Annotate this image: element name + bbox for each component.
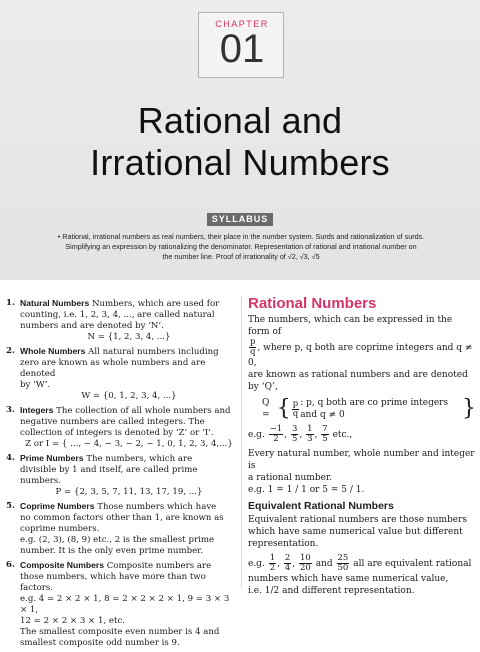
fraction-denominator: 50 (337, 563, 349, 573)
fraction-denominator: q (250, 347, 256, 357)
fraction-denominator: 20 (300, 563, 311, 573)
fraction-denominator: 5 (291, 434, 298, 444)
chapter-title-line1: Rational and (137, 100, 343, 141)
item-heading: Coprime Numbers (20, 501, 95, 511)
paragraph-equivalent-definition (248, 514, 476, 550)
definition-whole-numbers (6, 346, 238, 402)
paragraph-line: numbers which have same numerical value, (248, 574, 449, 584)
item-number: 3. (6, 405, 15, 415)
fraction-denominator: 5 (322, 434, 328, 444)
item-text: Numbers, which are used for (89, 299, 220, 309)
fraction (284, 554, 291, 573)
fraction (337, 554, 350, 573)
item-number: 2. (6, 346, 15, 356)
item-text: counting, i.e. 1, 2, 3, 4, ..., are called natural (20, 310, 215, 320)
paragraph-line: Every natural number, whole number and integer is (248, 449, 475, 471)
paragraph-line: i.e. 1/2 and different representation. (248, 586, 415, 596)
item-text: those numbers, which have more than two factors. (20, 572, 206, 593)
definition-natural-numbers (6, 298, 238, 343)
item-text: All natural numbers including (85, 347, 219, 357)
column-divider (241, 296, 242, 588)
fraction (269, 554, 276, 573)
syllabus-text (26, 232, 456, 262)
item-text: by ‘W’. (20, 380, 51, 390)
item-text: no common factors other than 1, are known as (20, 513, 224, 523)
fraction (299, 554, 312, 573)
item-heading: Whole Numbers (20, 346, 86, 356)
item-text: Those numbers which have (94, 502, 217, 512)
fraction-denominator: 3 (307, 434, 313, 444)
fraction-numerator: 1 (269, 553, 276, 563)
example-label: e.g. (248, 430, 265, 440)
fraction-numerator: 25 (337, 553, 349, 563)
item-heading: Integers (20, 405, 54, 415)
definition-coprime-numbers (6, 501, 238, 557)
paragraph-line: e.g. 1 = 1 / 1 or 5 = 5 / 1. (248, 485, 365, 495)
fraction-denominator: 2 (273, 434, 279, 444)
syllabus-tag: SYLLABUS (207, 213, 273, 226)
item-text: Composite numbers are (104, 561, 212, 571)
example-equivalent-fractions: e.g. $\frac{1}{2}$ , $\frac{2}{4}$ , $\frac{10}{20}$ and $\frac{25}{50}$ all are equivalent rational numbers which have same numerical value, i.e. 1/2 and different representation. (248, 554, 476, 597)
chapter-title (0, 100, 480, 184)
fraction-numerator: 3 (291, 424, 298, 434)
item-text: negative numbers are called integers. The (20, 417, 205, 427)
item-number: 4. (6, 453, 15, 463)
syllabus-line: the number line. Proof of irrationality of √2, √3, √5 (162, 252, 320, 261)
item-formula: W = {0, 1, 2, 3, 4, ...} (81, 391, 177, 401)
item-text: e.g. 4 = 2 × 2 × 1, 8 = 2 × 2 × 2 × 1, 9 = 3 × 3 × 1, (20, 594, 230, 615)
fraction-denominator: 4 (284, 563, 291, 573)
item-text: e.g. (2, 3), (8, 9) etc., 2 is the smallest prime (20, 535, 215, 545)
chapter-number: 01 (219, 27, 265, 71)
fraction-numerator: −1 (269, 424, 283, 434)
item-text: 12 = 2 × 2 × 3 × 1, etc. (20, 616, 126, 626)
item-number: 5. (6, 501, 15, 511)
item-formula: Z or I = { ..., − 4, − 3, − 2, − 1, 0, 1, 2, 3, 4,...} (25, 439, 233, 449)
item-formula: N = {1, 2, 3, 4, ...} (87, 332, 171, 342)
set-builder-q (248, 397, 476, 421)
definition-integers (6, 405, 238, 450)
example-conjunction: and (315, 559, 333, 569)
fraction-numerator: 10 (300, 553, 311, 563)
fraction (269, 425, 284, 444)
item-heading: Prime Numbers (20, 453, 84, 463)
fraction-denominator: 2 (269, 563, 276, 573)
formula-lhs: Q = (262, 398, 270, 420)
paragraph-line (248, 338, 476, 369)
item-text: smallest composite odd number is 9. (20, 638, 180, 648)
chapter-badge (198, 12, 284, 78)
paragraph-line: which have same numerical value but different (248, 527, 463, 537)
right-column (248, 295, 476, 601)
paragraph-line: The numbers, which can be expressed in the form of (248, 315, 453, 337)
left-brace-icon: { (276, 396, 291, 421)
fraction (321, 425, 328, 444)
left-column (6, 298, 238, 652)
right-brace-icon: } (462, 396, 476, 421)
fraction (291, 425, 298, 444)
paragraph-every-integer-rational (248, 448, 476, 496)
fraction (306, 425, 313, 444)
item-text: numbers and are denoted by ‘N’. (20, 321, 164, 331)
definition-prime-numbers (6, 453, 238, 498)
example-label: e.g. (248, 559, 265, 569)
item-number: 1. (6, 298, 15, 308)
fraction-numerator: 7 (322, 424, 328, 434)
fraction-p-over-q (292, 400, 299, 419)
item-text: zero are known as whole numbers and are denoted (20, 358, 206, 379)
fraction-numerator: p (292, 398, 299, 409)
paragraph-line: representation. (248, 539, 319, 549)
item-number: 6. (6, 560, 15, 570)
example-suffix: etc., (332, 430, 353, 440)
paragraph-line: by ‘Q’, (248, 382, 278, 392)
paragraph-line: a rational number. (248, 473, 333, 483)
item-text: The numbers, which are (83, 454, 193, 464)
formula-condition: : p, q both are co prime integers and q ≠ 0 (300, 398, 449, 420)
definition-composite-numbers (6, 560, 238, 649)
fraction-p-over-q (249, 338, 256, 357)
item-heading: Composite Numbers (20, 560, 105, 570)
chapter-label: CHAPTER (215, 19, 269, 29)
item-text: coprime numbers. (20, 524, 100, 534)
fraction-numerator: 1 (307, 424, 313, 434)
paragraph-rational-definition (248, 314, 476, 393)
section-heading-rational-numbers: Rational Numbers (248, 295, 377, 312)
syllabus-line: • Rational, irrational numbers as real numbers, their place in the number system. Surds and rationalization of surds. (57, 232, 425, 241)
example-rational-fractions: e.g. $\frac{-1}{2}$ , $\frac{3}{5}$ , $\frac{1}{3}$ , $\frac{7}{5}$ etc., (248, 424, 353, 444)
item-text: collection of integers is denoted by ‘Z’ or ‘I’. (20, 428, 214, 438)
fraction-numerator: p (250, 337, 256, 347)
item-text: number. It is the only even prime number. (20, 546, 204, 556)
fraction-denominator: q (292, 408, 299, 419)
chapter-title-line2: Irrational Numbers (90, 142, 390, 183)
item-formula: P = {2, 3, 5, 7, 11, 13, 17, 19, ...} (55, 487, 203, 497)
paragraph-text: , where p, q both are coprime integers and q ≠ 0, (248, 343, 473, 368)
item-heading: Natural Numbers (20, 298, 90, 308)
item-text: The smallest composite even number is 4 and (20, 627, 220, 637)
item-text: The collection of all whole numbers and (53, 406, 231, 416)
syllabus-line: Simplifying an expression by rationalizing the denominator. Representation of rational and irrational number on (65, 242, 417, 251)
item-text: divisible by 1 and itself, are called prime numbers. (20, 465, 198, 486)
subheading-equivalent-rational-numbers: Equivalent Rational Numbers (248, 500, 394, 512)
fraction-numerator: 2 (284, 553, 291, 563)
paragraph-line: Equivalent rational numbers are those numbers (248, 515, 468, 525)
example-suffix: all are equivalent rational (353, 559, 472, 569)
paragraph-line: are known as rational numbers and are denoted (248, 370, 468, 380)
